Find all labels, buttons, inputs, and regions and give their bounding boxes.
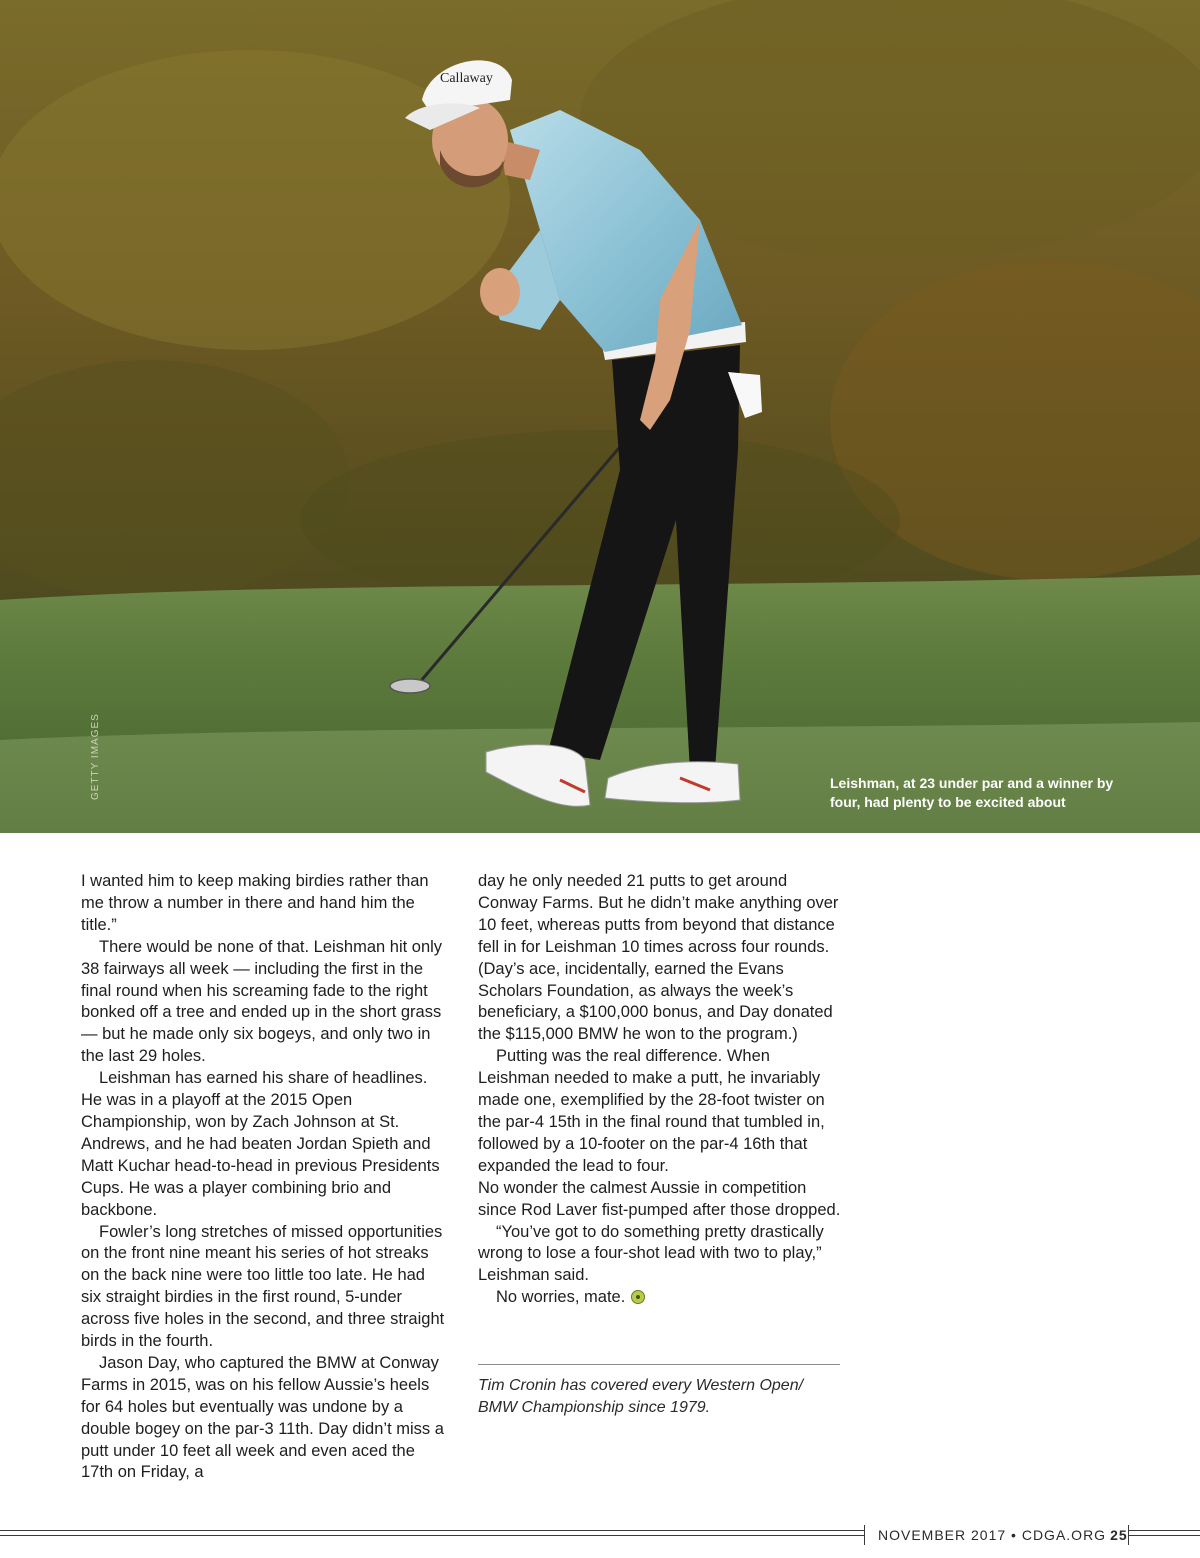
footer-rule-right xyxy=(1128,1530,1200,1531)
paragraph: No wonder the calmest Aussie in competition since Rod Laver fist-pumped after those dropped. xyxy=(478,1178,841,1219)
page-number: 25 xyxy=(1110,1527,1128,1543)
page-footer xyxy=(878,1527,1128,1543)
footer-issue: NOVEMBER 2017 • CDGA.ORG xyxy=(878,1527,1107,1543)
author-bio: Tim Cronin has covered every Western Open/ BMW Championship since 1979. xyxy=(478,1377,804,1416)
svg-text:Callaway: Callaway xyxy=(440,71,493,86)
photo-caption: Leishman, at 23 under par and a winner by four, had plenty to be excited about xyxy=(830,775,1114,810)
footer-rule-cap-left xyxy=(864,1525,865,1545)
footer-rule-right-2 xyxy=(1128,1535,1200,1536)
paragraph: Putting was the real difference. When Leishman needed to make a putt, he invariably made one, exemplified by the 28-foot twister on the par-4 15th in the final round that tumbled in, followed by a 10-footer on the par-4 16th that expanded the lead to four. xyxy=(478,1047,825,1175)
paragraph: Jason Day, who captured the BMW at Conway Farms in 2015, was on his fellow Aussie’s heels for 64 holes but eventually was undone by a double bogey on the par-3 11th. Day didn’t miss a putt under 10 feet all week and even aced the 17th on Friday, a xyxy=(81,1353,444,1482)
paragraph: day he only needed 21 putts to get around Conway Farms. But he didn’t make anything over 10 feet, whereas putts from beyond that distance fell in for Leishman 10 times across four rounds. (Day’s ace, incidentally, earned the Evans Scholars Foundation, as always the week’s beneficiary, a $100,000 bonus, and Day donated the $115,000 BMW he won to the program.) xyxy=(478,872,839,1044)
closing-text: No worries, mate. xyxy=(496,1288,626,1307)
bio-divider xyxy=(478,1364,840,1365)
footer-rule-left-2 xyxy=(0,1535,864,1536)
article-column-right xyxy=(478,871,843,1309)
paragraph: There would be none of that. Leishman hit only 38 fairways all week — including the first in the final round when his screaming fade to the right bonked off a tree and ended up in the short grass — but he made only six bogeys, and only two in the last 29 holes. xyxy=(81,937,443,1066)
photo-credit: GETTY IMAGES xyxy=(90,713,101,800)
footer-rule-left xyxy=(0,1530,864,1531)
paragraph: Fowler’s long stretches of missed opportunities on the front nine meant his series of hot streaks on the back nine were too little too late. He had six straight birdies in the first round, 5-under across five holes in the second, and three straight birds in the fourth. xyxy=(81,1222,445,1351)
paragraph: Leishman has earned his share of headlines. He was in a playoff at the 2015 Open Championship, won by Zach Johnson at St. Andrews, and he had beaten Jordan Spieth and Matt Kuchar head-to-head in previous Presidents Cups. He was a player combining brio and backbone. xyxy=(81,1069,440,1219)
end-mark-icon xyxy=(631,1290,645,1304)
paragraph: I wanted him to keep making birdies rather than me throw a number in there and hand him the title.” xyxy=(81,872,429,934)
closing-paragraph xyxy=(478,1287,843,1309)
paragraph: “You’ve got to do something pretty drastically wrong to lose a four-shot lead with two to play,” Leishman said. xyxy=(478,1222,824,1285)
article-column-left xyxy=(81,871,446,1484)
